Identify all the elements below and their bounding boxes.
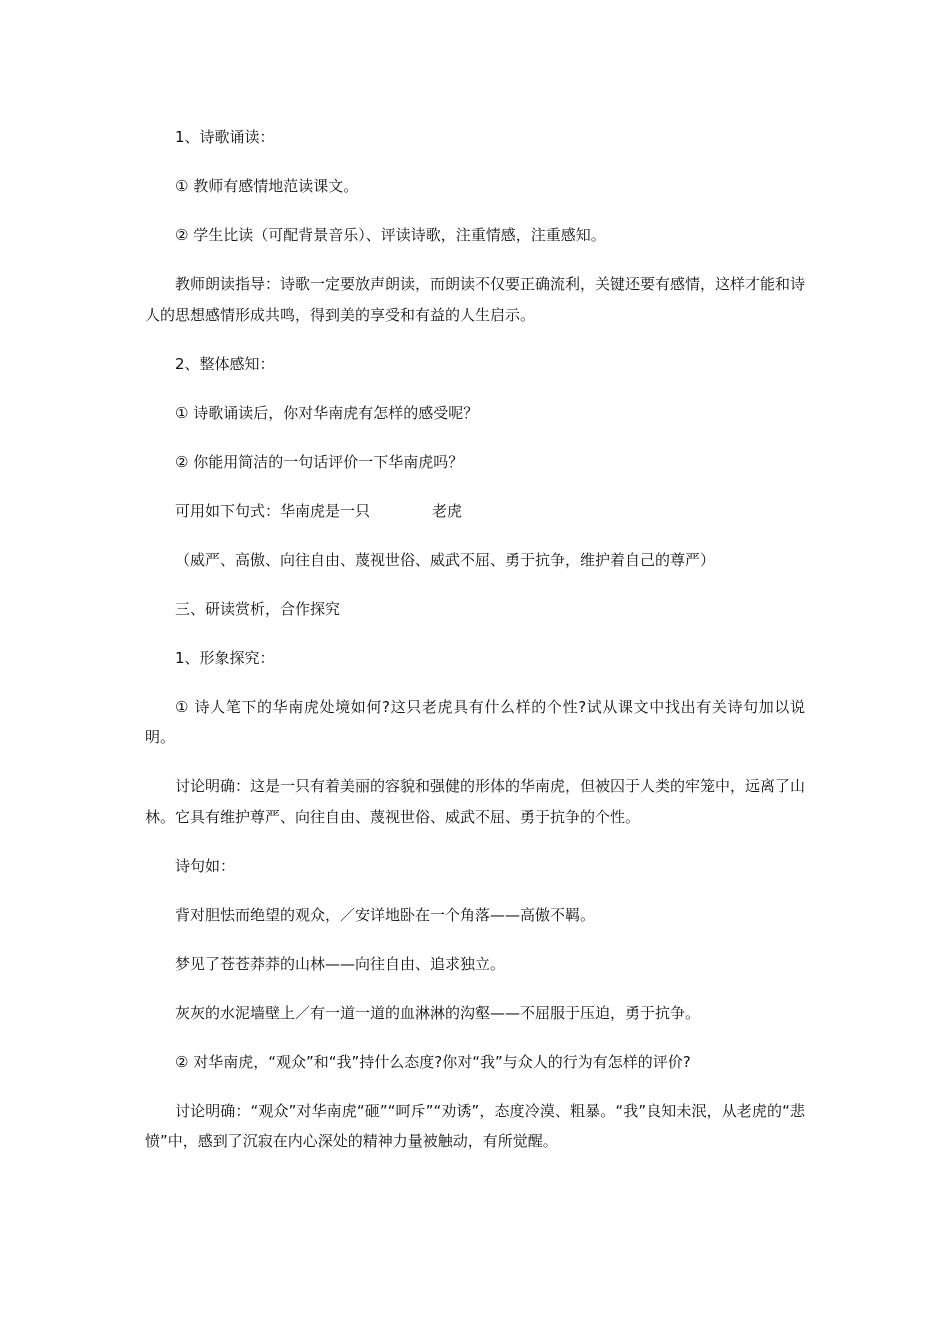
section-heading: 2、整体感知： <box>175 354 275 373</box>
paragraph: ① 诗人笔下的华南虎处境如何?这只老虎具有什么样的个性?试从课文中找出有关诗句加以说明。 <box>145 697 805 746</box>
paragraph: ② 对华南虎，“观众”和“我”持什么态度?你对“我”与众人的行为有怎样的评价? <box>175 1052 691 1071</box>
paragraph: 讨论明确：这是一只有着美丽的容貌和强健的形体的华南虎，但被囚于人类的牢笼中，远离了山林。它具有维护尊严、向往自由、蔑视世俗、威武不屈、勇于抗争的个性。 <box>145 777 806 826</box>
section-heading: 三、研读赏析，合作探究 <box>175 599 341 618</box>
paragraph: ② 学生比读（可配背景音乐）、评读诗歌，注重情感，注重感知。 <box>175 226 606 244</box>
paragraph: ① 教师有感情地范读课文。 <box>175 177 359 195</box>
sentence-pattern <box>145 496 805 527</box>
poem-line: 灰灰的水泥墙壁上／有一道一道的血淋淋的沟壑——不屈服于压迫，勇于抗争。 <box>175 1003 701 1022</box>
paragraph: ② 你能用简洁的一句话评价一下华南虎吗？ <box>175 452 464 471</box>
section-heading: 1、诗歌诵读： <box>175 128 275 146</box>
section-heading: 1、形象探究： <box>175 648 275 667</box>
sentence-pattern-before: 可用如下句式：华南虎是一只 <box>175 501 371 520</box>
paragraph: 诗句如： <box>175 856 236 875</box>
document-page <box>145 122 805 1175</box>
paragraph: 讨论明确：“观众”对华南虎“砸”“呵斥”“劝诱”，态度冷漠、粗暴。“我”良知未泯，从老虎的“悲愤”中，感到了沉寂在内心深处的精神力量被触动，有所觉醒。 <box>145 1101 805 1150</box>
paragraph: ① 诗歌诵读后，你对华南虎有怎样的感受呢？ <box>175 403 479 422</box>
paragraph: 教师朗读指导：诗歌一定要放声朗读，而朗读不仅要正确流利，关键还要有感情，这样才能和诗人的思想感情形成共鸣，得到美的享受和有益的人生启示。 <box>145 275 806 324</box>
sentence-pattern-after: 老虎 <box>432 501 463 520</box>
poem-line: 背对胆怯而绝望的观众，／安详地卧在一个角落——高傲不羁。 <box>175 905 596 924</box>
paragraph: （威严、高傲、向往自由、蔑视世俗、威武不屈、勇于抗争，维护着自己的尊严） <box>175 550 716 569</box>
poem-line: 梦见了苍苍莽莽的山林——向往自由、追求独立。 <box>175 954 506 973</box>
